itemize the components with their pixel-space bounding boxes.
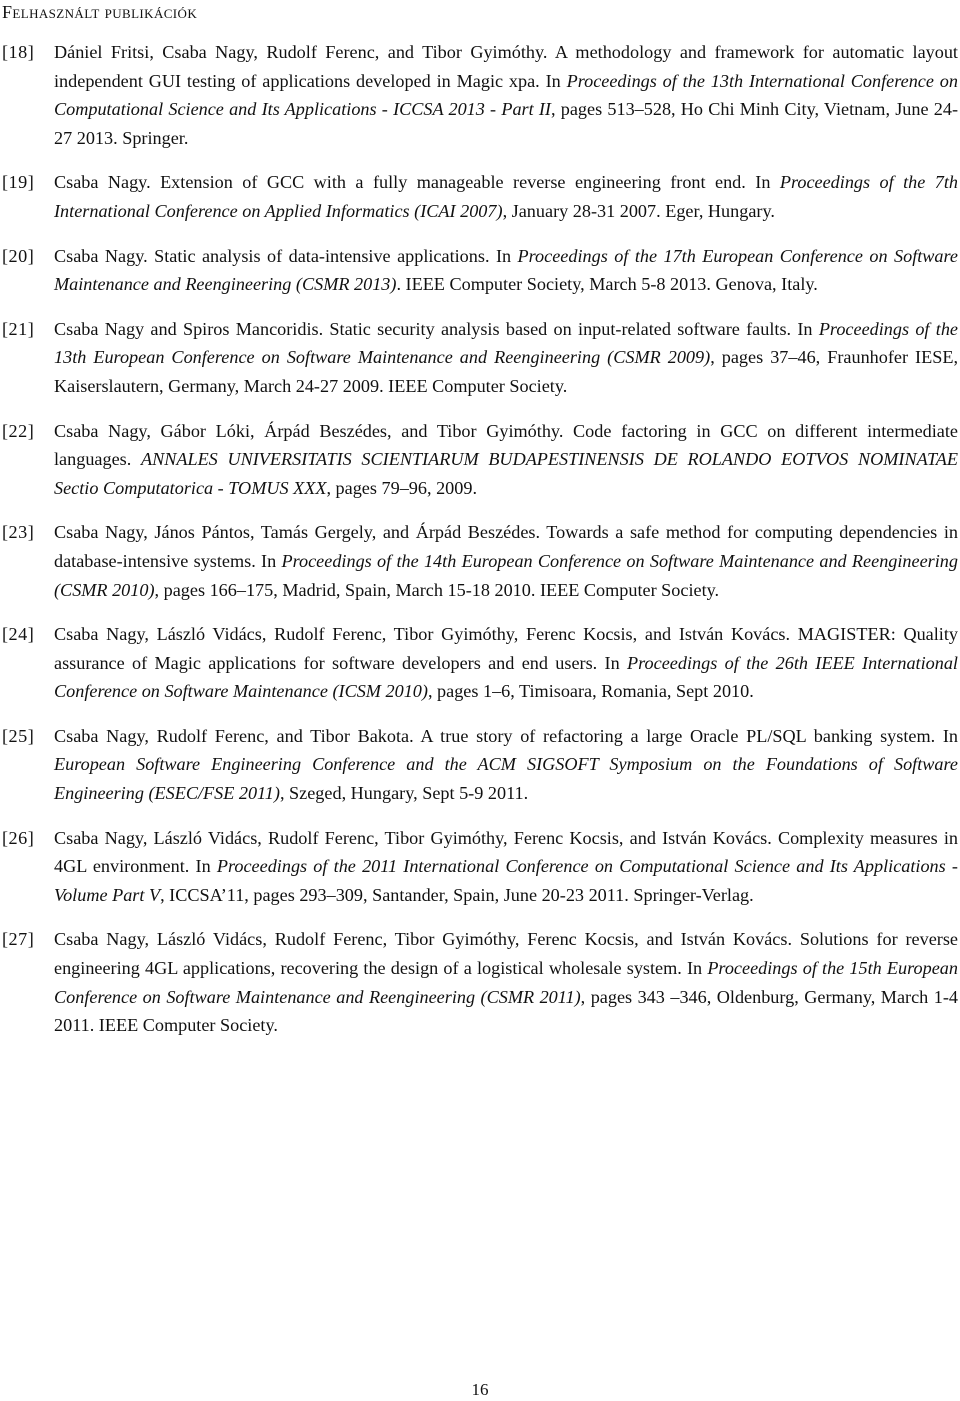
reference-number: [21] — [2, 318, 35, 339]
reference-entry — [0, 417, 958, 503]
reference-number: [26] — [2, 827, 35, 848]
reference-text — [54, 168, 958, 225]
reference-entry — [0, 620, 958, 706]
reference-text — [54, 518, 958, 604]
reference-venue: Proceedings of the 14th European Conference on Software Maintenance and Reengineering (CSMR 2010) — [54, 550, 958, 600]
reference-venue: Proceedings of the 7th International Conference on Applied Informatics (ICAI 2007) — [54, 172, 958, 221]
reference-number: [27] — [2, 929, 35, 950]
reference-text-part: , January 28-31 2007. Eger, Hungary. — [502, 200, 775, 221]
reference-text-part: , pages 343 –346, Oldenburg, Germany, March 1-4 2011. IEEE Computer Society. — [54, 986, 958, 1036]
reference-text — [54, 824, 958, 910]
reference-text-part: Csaba Nagy and Spiros Mancoridis. Static security analysis based on input-related software faults. In — [54, 318, 819, 339]
reference-list — [0, 38, 958, 1056]
reference-venue: Proceedings of the 17th European Conference on Software Maintenance and Reengineering (CSMR 2013) — [54, 245, 959, 295]
reference-entry — [0, 518, 958, 604]
reference-text-part: , pages 513–528, Ho Chi Minh City, Vietnam, June 24-27 2013. Springer. — [54, 99, 959, 148]
reference-text-part: , pages 79–96, 2009. — [326, 477, 477, 498]
reference-entry — [0, 824, 958, 910]
reference-entry — [0, 38, 958, 152]
reference-venue: ANNALES UNIVERSITATIS SCIENTIARUM BUDAPESTINENSIS DE ROLANDO EOTVOS NOMINATAE Sectio Computatorica - TOMUS XXX — [54, 449, 958, 498]
reference-text-part: Csaba Nagy, János Pántos, Tamás Gergely, and Árpád Beszédes. Towards a safe method for computing dependencies in database-intensive systems. In — [54, 522, 958, 571]
reference-entry — [0, 168, 958, 225]
reference-number: [25] — [2, 725, 35, 746]
page-number: 16 — [471, 1380, 489, 1399]
reference-venue: Proceedings of the 2011 International Conference on Computational Science and Its Applications - Volume Part V — [54, 856, 958, 905]
reference-entry — [0, 722, 958, 808]
reference-text — [54, 417, 958, 503]
reference-text-part: . IEEE Computer Society, March 5-8 2013. Genova, Italy. — [396, 274, 818, 295]
reference-venue: European Software Engineering Conference and the ACM SIGSOFT Symposium on the Foundations of Software Engineering (ESEC/FSE 2011) — [54, 754, 958, 804]
reference-number: [20] — [2, 245, 35, 266]
reference-text-part: Csaba Nagy, Rudolf Ferenc, and Tibor Bakota. A true story of refactoring a large Oracle PL/SQL banking system. In — [54, 725, 958, 746]
reference-text-part: , pages 37–46, Fraunhofer IESE, Kaiserslautern, Germany, March 24-27 2009. IEEE Computer Society. — [54, 347, 958, 396]
reference-text-part: Csaba Nagy, Gábor Lóki, Árpád Beszédes, and Tibor Gyimóthy. Code factoring in GCC on different intermediate languages. — [54, 420, 958, 470]
reference-entry — [0, 925, 958, 1039]
reference-text — [54, 38, 958, 152]
reference-number: [19] — [2, 172, 35, 193]
reference-number: [22] — [2, 420, 35, 441]
reference-venue: Proceedings of the 15th European Conference on Software Maintenance and Reengineering (CSMR 2011) — [54, 958, 958, 1007]
reference-number: [24] — [2, 624, 35, 645]
reference-text-part: Csaba Nagy, László Vidács, Rudolf Ferenc, Tibor Gyimóthy, Ferenc Kocsis, and István Kovács. MAGISTER: Quality assurance of Magic applications for software developers and end users. In — [54, 624, 958, 673]
reference-number: [23] — [2, 522, 35, 543]
reference-entry — [0, 315, 958, 401]
reference-text-part: Csaba Nagy. Static analysis of data-intensive applications. In — [54, 245, 518, 266]
reference-text-part: Csaba Nagy, László Vidács, Rudolf Ferenc, Tibor Gyimóthy, Ferenc Kocsis, and István Kovács. Complexity measures in 4GL environment. In — [54, 827, 958, 877]
reference-text-part: , pages 1–6, Timisoara, Romania, Sept 2010. — [427, 681, 754, 702]
reference-entry — [0, 242, 958, 299]
reference-text-part: Dániel Fritsi, Csaba Nagy, Rudolf Ferenc, and Tibor Gyimóthy. A methodology and framework for automatic layout independent GUI testing of applications developed in Magic xpa. In — [54, 42, 958, 91]
running-header: Felhasznált publikációk — [2, 2, 198, 22]
reference-text — [54, 242, 958, 299]
reference-venue: Proceedings of the 13th International Conference on Computational Science and Its Applications - ICCSA 2013 - Part II — [54, 70, 958, 120]
reference-text — [54, 620, 958, 706]
reference-text-part: Csaba Nagy, László Vidács, Rudolf Ferenc, Tibor Gyimóthy, Ferenc Kocsis, and István Kovács. Solutions for reverse engineering 4GL applications, recovering the design of a logistical wholesale system. In — [54, 929, 958, 979]
reference-text-part: Csaba Nagy. Extension of GCC with a fully manageable reverse engineering front end. In — [54, 172, 780, 193]
reference-venue: Proceedings of the 26th IEEE International Conference on Software Maintenance (ICSM 2010) — [54, 652, 958, 702]
reference-text-part: , Szeged, Hungary, Sept 5-9 2011. — [279, 783, 529, 804]
reference-text — [54, 722, 958, 808]
reference-text — [54, 925, 958, 1039]
reference-venue: Proceedings of the 13th European Conference on Software Maintenance and Reengineering (CSMR 2009) — [54, 318, 958, 368]
reference-text — [54, 315, 958, 401]
reference-number: [18] — [2, 42, 35, 62]
reference-text-part: , ICCSA’11, pages 293–309, Santander, Spain, June 20-23 2011. Springer-Verlag. — [160, 884, 754, 905]
reference-text-part: , pages 166–175, Madrid, Spain, March 15-18 2010. IEEE Computer Society. — [154, 579, 720, 600]
